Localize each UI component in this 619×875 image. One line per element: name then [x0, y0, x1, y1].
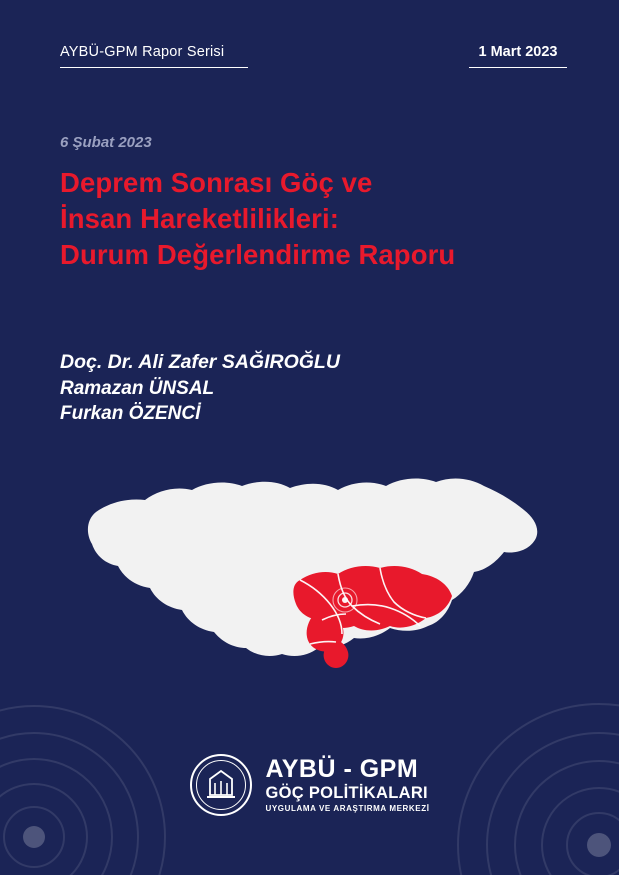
page-title-line-1: Deprem Sonrası Göç ve [60, 167, 373, 198]
logo-sub-text: GÖÇ POLİTİKALARI [265, 783, 428, 802]
logo-main-text: AYBÜ - GPM [265, 754, 419, 783]
event-date: 6 Şubat 2023 [60, 134, 152, 151]
title-block [60, 134, 569, 272]
author-name: Furkan ÖZENCİ [60, 403, 201, 425]
turkiye-map [0, 452, 619, 682]
page-title [60, 165, 569, 272]
cover-header [60, 44, 567, 68]
logo-sub-text-2: UYGULAMA VE ARAŞTIRMA MERKEZİ [265, 804, 430, 814]
university-seal-icon [189, 753, 253, 817]
institution-logo [0, 753, 619, 817]
report-date-label: 1 Mart 2023 [469, 44, 567, 68]
page-title-line-3: Durum Değerlendirme Raporu [60, 238, 456, 270]
author-list [60, 350, 340, 426]
map-highlighted-region [293, 566, 452, 668]
author-name: Doç. Dr. Ali Zafer SAĞIROĞLU [60, 351, 340, 373]
author-name: Ramazan ÜNSAL [60, 377, 215, 399]
page-title-line-2: İnsan Hareketlilikleri: [60, 202, 339, 234]
report-series-label: AYBÜ-GPM Rapor Serisi [60, 44, 248, 68]
